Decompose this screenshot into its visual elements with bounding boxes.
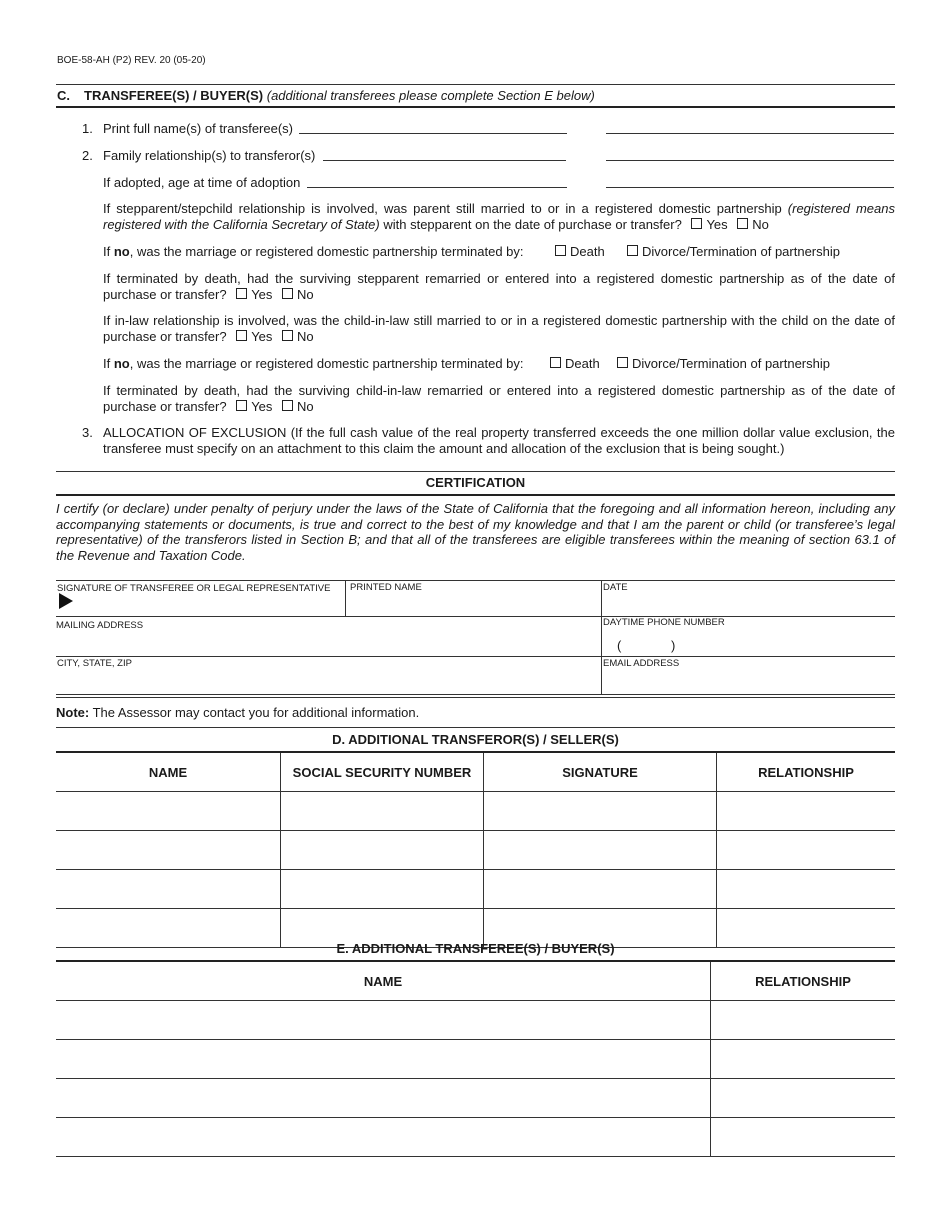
ssn-cell[interactable] [281, 831, 484, 870]
column-header: NAME [56, 961, 711, 1001]
section-d-title: D. ADDITIONAL TRANSFEROR(S) / SELLER(S) [332, 732, 619, 747]
city-state-zip-label: CITY, STATE, ZIP [57, 658, 132, 669]
relationship-cell[interactable] [717, 831, 896, 870]
note [56, 705, 419, 720]
date-label: DATE [603, 582, 628, 593]
inlaw-death-question-text: If terminated by death, had the surviving child-in-law remarried or entered into a registered domestic partnership as of the date of purchase or transfer? [103, 383, 895, 414]
divorce-label: Divorce/Termination of partnership [632, 356, 830, 371]
no-label: No [297, 398, 314, 414]
relationship-field-2[interactable] [606, 160, 894, 161]
no-label: No [297, 328, 314, 344]
name-cell[interactable] [56, 831, 281, 870]
item-2-number: 2. [82, 148, 93, 163]
phone-open-paren: ( [617, 638, 622, 653]
signature-cell[interactable] [484, 792, 717, 831]
relationship-field-1[interactable] [323, 160, 566, 161]
relationship-cell[interactable] [717, 870, 896, 909]
name-cell[interactable] [56, 1001, 711, 1040]
column-header: RELATIONSHIP [717, 752, 896, 792]
signature-cell[interactable] [484, 831, 717, 870]
terminated-question: , was the marriage or registered domestic partnership terminated by: [129, 244, 524, 259]
column-header: RELATIONSHIP [711, 961, 896, 1001]
stepparent-remarried-no-checkbox[interactable] [282, 288, 293, 299]
no-label: No [297, 286, 314, 302]
yes-label: Yes [706, 216, 728, 232]
no-bold: no [113, 356, 130, 371]
certification-title: CERTIFICATION [425, 475, 526, 490]
inlaw-question-text: If in-law relationship is involved, was the child-in-law still married to or in a registered domestic partnership with the child on the date of purchase or transfer? [103, 313, 895, 344]
table-row [56, 870, 895, 909]
table-header-row [56, 752, 895, 792]
stepparent-question-text: If stepparent/stepchild relationship is involved, was parent still married to or in a registered domestic partnership [103, 201, 788, 216]
death-label: Death [565, 356, 600, 371]
city-state-zip-field[interactable] [56, 657, 600, 694]
table-row [56, 831, 895, 870]
transferee-name-field-2[interactable] [606, 133, 894, 134]
table-row [56, 1079, 895, 1118]
item-1-label: Print full name(s) of transferee(s) [103, 121, 294, 136]
name-cell[interactable] [56, 1079, 711, 1118]
adopted-label: If adopted, age at time of adoption [103, 175, 301, 190]
stepparent-death-checkbox[interactable] [555, 245, 566, 256]
mailing-address-field[interactable] [56, 617, 600, 656]
relationship-cell[interactable] [717, 792, 896, 831]
note-text: The Assessor may contact you for additional information. [89, 705, 420, 720]
section-c-subtitle: (additional transferees please complete Section E below) [266, 88, 595, 103]
divider [56, 727, 895, 728]
inlaw-divorce-option [611, 356, 830, 371]
yes-label: Yes [251, 286, 273, 302]
table-row [56, 1040, 895, 1079]
item-3-number: 3. [82, 425, 93, 440]
transferee-name-field-1[interactable] [299, 133, 567, 134]
printed-name-field[interactable] [346, 580, 600, 617]
ssn-cell[interactable] [281, 870, 484, 909]
stepparent-divorce-option [621, 244, 840, 259]
divider [56, 697, 895, 698]
divider [56, 84, 895, 85]
column-header: SOCIAL SECURITY NUMBER [281, 752, 484, 792]
form-id: BOE-58-AH (P2) REV. 20 (05-20) [57, 55, 206, 66]
date-field[interactable] [602, 580, 894, 616]
stepparent-death-question-text: If terminated by death, had the surviving stepparent remarried or entered into a registered domestic partnership as of the date of purchase or transfer? [103, 271, 895, 302]
yes-label: Yes [251, 328, 273, 344]
table-row [56, 792, 895, 831]
if-word: If [103, 356, 114, 371]
phone-field[interactable] [602, 617, 894, 656]
email-field[interactable] [602, 657, 894, 694]
stepparent-termination-question [103, 244, 524, 259]
inlaw-remarried-yes-checkbox[interactable] [236, 400, 247, 411]
inlaw-death-question [103, 383, 895, 414]
column-header: NAME [56, 752, 281, 792]
divider [56, 106, 895, 108]
stepparent-question-tail: with stepparent on the date of purchase or transfer? [379, 216, 682, 232]
mailing-address-label: MAILING ADDRESS [56, 620, 144, 631]
inlaw-remarried-no-checkbox[interactable] [282, 400, 293, 411]
inlaw-divorce-checkbox[interactable] [617, 357, 628, 368]
yes-label: Yes [251, 398, 273, 414]
name-cell[interactable] [56, 1118, 711, 1157]
table-row [56, 1001, 895, 1040]
inlaw-termination-question [103, 356, 524, 371]
section-c-header [57, 88, 595, 103]
adoption-age-field-1[interactable] [307, 187, 567, 188]
table-header-row [56, 961, 895, 1001]
certification-text: I certify (or declare) under penalty of perjury under the laws of the State of California that the foregoing and all information hereon, including any accompanying statements or documents, is true and correct to the best of my knowledge and that I am the parent or child (or transferee’s legal representative) of the transferors listed in Section B; and that all of the transferees are eligible transferees within the meaning of section 63.1 of the Revenue and Taxation Code. [56, 501, 895, 564]
section-c-title: TRANSFEREE(S) / BUYER(S) [84, 88, 264, 103]
printed-name-label: PRINTED NAME [350, 582, 422, 593]
stepparent-yes-checkbox[interactable] [691, 218, 702, 229]
allocation-of-exclusion: ALLOCATION OF EXCLUSION (If the full cash value of the real property transferred exceeds the one million dollar value exclusion, the transferee must specify on an attachment to this claim the amount and allocation of the exclusion that is being sought.) [103, 425, 895, 456]
divider [56, 471, 895, 472]
item-1-number: 1. [82, 121, 93, 136]
ssn-cell[interactable] [281, 792, 484, 831]
divider [56, 694, 895, 695]
inlaw-question [103, 313, 895, 344]
column-header: SIGNATURE [484, 752, 717, 792]
adoption-age-field-2[interactable] [606, 187, 894, 188]
section-e-title: E. ADDITIONAL TRANSFEREE(S) / BUYER(S) [336, 941, 615, 956]
note-bold: Note: [56, 705, 90, 720]
stepparent-no-checkbox[interactable] [737, 218, 748, 229]
signature-field[interactable] [57, 580, 344, 617]
inlaw-no-checkbox[interactable] [282, 330, 293, 341]
stepparent-question [103, 201, 895, 232]
registered-note: (registered means registered with the California Secretary of State) [103, 201, 895, 232]
signature-cell[interactable] [484, 870, 717, 909]
inlaw-yes-checkbox[interactable] [236, 330, 247, 341]
terminated-question: , was the marriage or registered domestic partnership terminated by: [129, 356, 524, 371]
relationship-cell[interactable] [711, 1118, 896, 1157]
if-word: If [103, 244, 114, 259]
relationship-cell[interactable] [711, 1040, 896, 1079]
name-cell[interactable] [56, 792, 281, 831]
additional-transferors-table [56, 751, 895, 948]
stepparent-divorce-checkbox[interactable] [627, 245, 638, 256]
email-label: EMAIL ADDRESS [603, 658, 680, 669]
signature-label: SIGNATURE OF TRANSFEREE OR LEGAL REPRESENTATIVE [57, 583, 331, 594]
death-label: Death [570, 244, 605, 259]
name-cell[interactable] [56, 870, 281, 909]
phone-close-paren: ) [671, 638, 676, 653]
stepparent-death-option [549, 244, 605, 259]
no-bold: no [113, 244, 130, 259]
name-cell[interactable] [56, 1040, 711, 1079]
table-row [56, 1118, 895, 1157]
stepparent-remarried-yes-checkbox[interactable] [236, 288, 247, 299]
item-2-label: Family relationship(s) to transferor(s) [103, 148, 316, 163]
relationship-cell[interactable] [711, 1001, 896, 1040]
divorce-label: Divorce/Termination of partnership [642, 244, 840, 259]
divider [56, 494, 895, 496]
phone-label: DAYTIME PHONE NUMBER [603, 617, 725, 628]
relationship-cell[interactable] [711, 1079, 896, 1118]
additional-transferees-table [56, 960, 895, 1157]
inlaw-death-checkbox[interactable] [550, 357, 561, 368]
section-c-letter: C. [57, 88, 70, 103]
stepparent-death-question [103, 271, 895, 302]
inlaw-death-option [544, 356, 600, 371]
no-label: No [752, 216, 769, 232]
